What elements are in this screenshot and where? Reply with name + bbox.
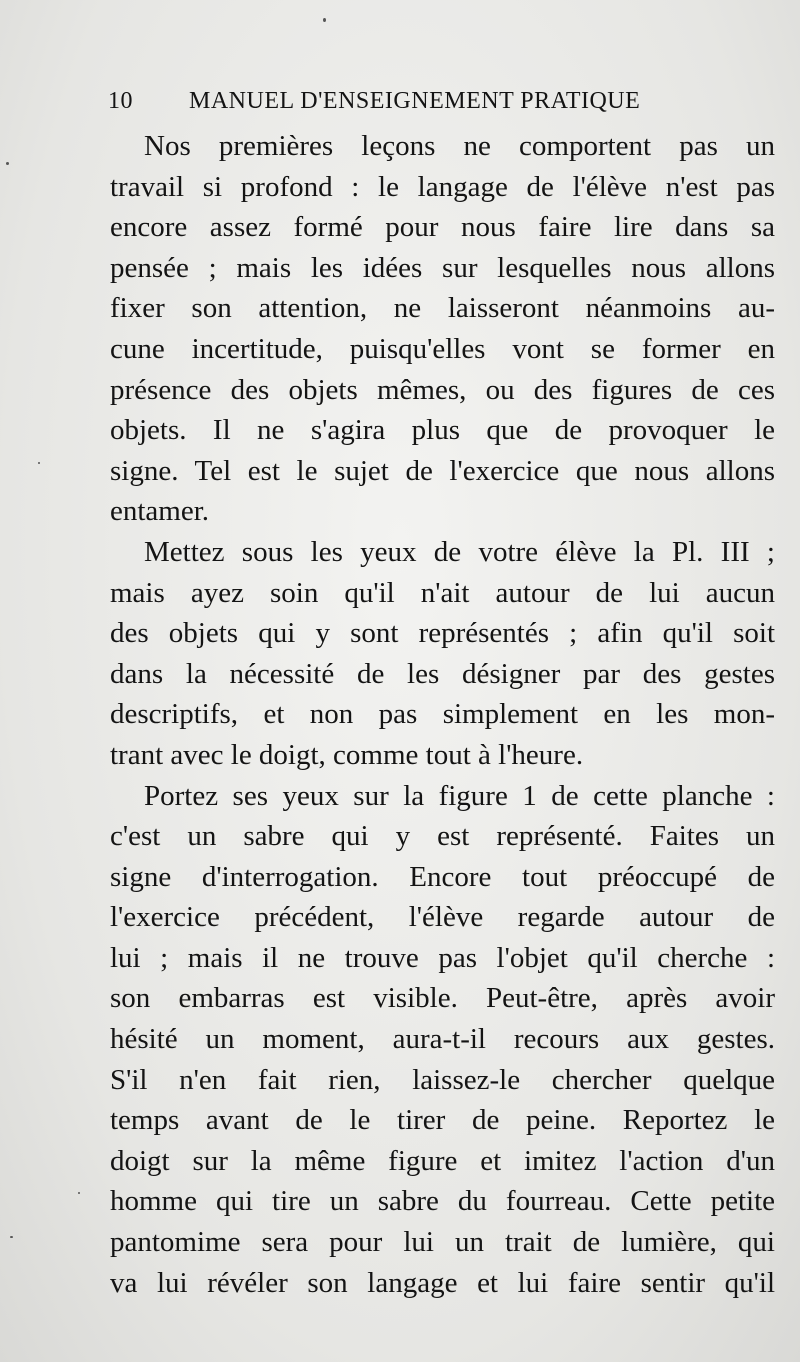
text-line: Mettez sous les yeux de votre élève la Pl. III ; [144,535,775,568]
text-line: lui ; mais il ne trouve pas l'objet qu'il cherche : [110,941,775,974]
text-line: objets. Il ne s'agira plus que de provoquer le [110,414,775,447]
text-line: c'est un sabre qui y est représenté. Faites un [110,820,775,853]
text-line: Portez ses yeux sur la figure 1 de cette planche : [144,779,775,812]
body-text [110,126,775,1303]
text-line: hésité un moment, aura-t-il recours aux gestes. [110,1023,775,1056]
text-line: dans la nécessité de les désigner par des gestes [110,657,775,690]
text-line: l'exercice précédent, l'élève regarde autour de [110,901,775,934]
text-line: doigt sur la même figure et imitez l'action d'un [110,1144,775,1177]
page-number: 10 [108,88,133,114]
text-line: cune incertitude, puisqu'elles vont se former en [110,332,775,365]
text-line: S'il n'en fait rien, laissez-le chercher quelque [110,1063,775,1096]
text-line: va lui révéler son langage et lui faire sentir qu'il [110,1266,775,1299]
text-line: travail si profond : le langage de l'élève n'est pas [110,170,775,203]
text-line: fixer son attention, ne laisseront néanmoins au- [110,292,775,325]
text-line: son embarras est visible. Peut-être, après avoir [110,982,775,1015]
text-line: encore assez formé pour nous faire lire dans sa [110,211,775,244]
page-header [108,88,704,115]
text-line: entamer. [110,495,210,528]
text-line: signe d'interrogation. Encore tout préoccupé de [110,860,775,893]
text-line: homme qui tire un sabre du fourreau. Cette petite [110,1185,775,1218]
text-line: signe. Tel est le sujet de l'exercice que nous allons [110,454,775,487]
text-line: présence des objets mêmes, ou des figures de ces [110,373,775,406]
speck [6,162,9,165]
speck [10,1236,13,1238]
speck [78,1192,80,1194]
text-line: trant avec le doigt, comme tout à l'heure. [110,738,584,771]
speck [323,18,326,22]
text-line: mais ayez soin qu'il n'ait autour de lui aucun [110,576,775,609]
text-line: pensée ; mais les idées sur lesquelles nous allons [110,251,775,284]
text-line: pantomime sera pour lui un trait de lumière, qui [110,1226,775,1259]
speck [38,462,40,464]
running-title: MANUEL D'ENSEIGNEMENT PRATIQUE [189,88,641,114]
text-line: Nos premières leçons ne comportent pas un [144,130,775,162]
text-line: des objets qui y sont représentés ; afin qu'il soit [110,617,775,650]
text-line: temps avant de le tirer de peine. Reportez le [110,1104,775,1137]
text-line: descriptifs, et non pas simplement en les mon- [110,698,775,731]
